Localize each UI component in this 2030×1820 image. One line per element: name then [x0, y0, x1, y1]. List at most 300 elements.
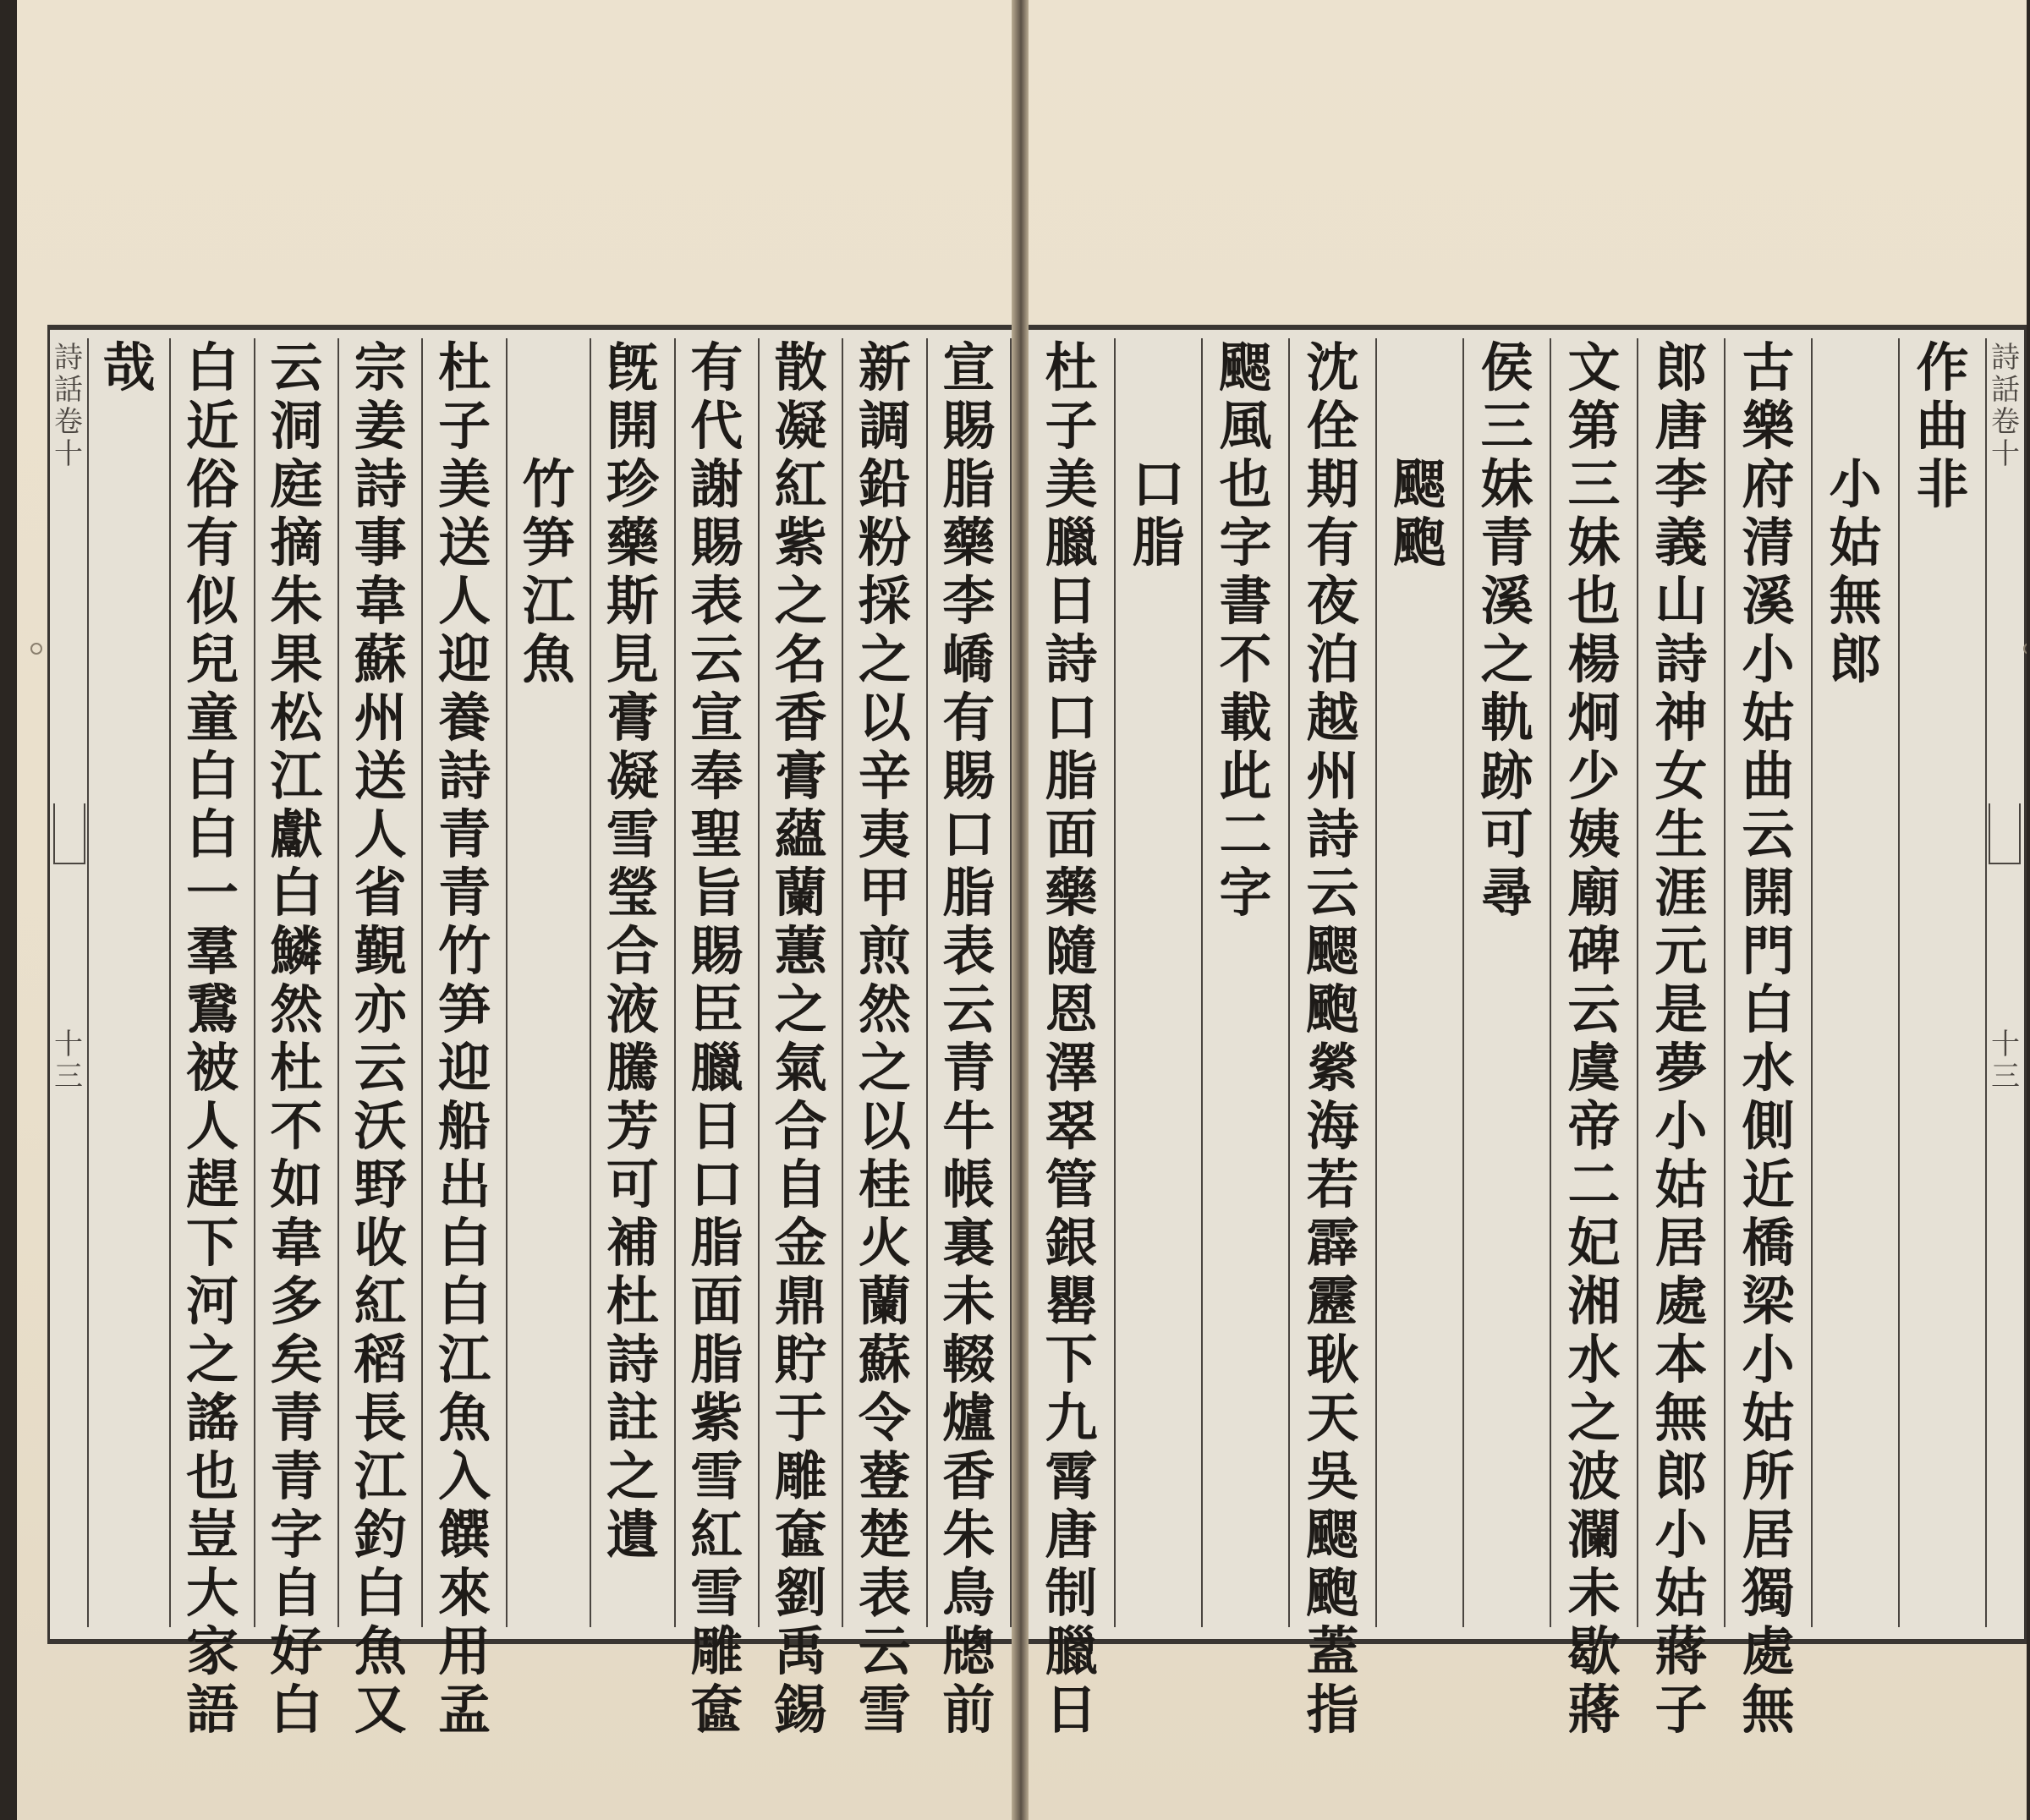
column-char: 神 — [1654, 687, 1708, 748]
text-column — [255, 337, 339, 1741]
column-char: 颮 — [1306, 1562, 1359, 1624]
column-char: 居 — [1742, 1504, 1795, 1565]
column-char: 處 — [1742, 1620, 1795, 1682]
column-char: 蘇 — [354, 628, 407, 690]
text-column — [591, 338, 675, 1627]
column-char: 稻 — [354, 1329, 407, 1390]
column-char: 之 — [1567, 1387, 1621, 1449]
column-char: 之 — [858, 1037, 911, 1099]
fish-tail-mark — [53, 803, 85, 864]
column-char: 臘 — [1045, 512, 1098, 573]
column-char: 白 — [186, 803, 239, 865]
column-char: 子 — [1654, 1679, 1708, 1741]
column-char: 氣 — [774, 1037, 827, 1099]
column-char: 以 — [858, 687, 911, 748]
column-char: 姨 — [1567, 803, 1621, 865]
column-char: 鉛 — [858, 453, 911, 515]
column-char: 颸 — [1306, 1504, 1359, 1565]
book-spread — [17, 0, 2027, 1820]
column-char: 梁 — [1742, 1270, 1795, 1332]
folio-margin-strip — [50, 342, 87, 1627]
column-char: 覲 — [354, 920, 407, 982]
column-char: 辛 — [858, 745, 911, 807]
column-char: 兒 — [186, 628, 239, 690]
column-char: 新 — [858, 337, 911, 398]
column-char: 聖 — [690, 803, 743, 865]
column-char: 青 — [1480, 512, 1533, 573]
column-char: 帝 — [1567, 1095, 1621, 1157]
column-char: 李 — [1654, 453, 1708, 515]
column-char: 白 — [354, 1562, 407, 1624]
column-char: 翠 — [1045, 1095, 1098, 1157]
column-char: 無 — [1742, 1679, 1795, 1741]
column-char: 豈 — [186, 1504, 239, 1565]
column-char: 指 — [1306, 1679, 1359, 1741]
column-char: 果 — [270, 628, 323, 690]
margin-folio-char: 三 — [1991, 1060, 2020, 1094]
column-char: 三 — [1480, 395, 1533, 457]
column-char: 湘 — [1567, 1270, 1621, 1332]
column-char: 詩 — [354, 453, 407, 515]
column-char: 郎 — [1829, 628, 1882, 690]
column-char: 杜 — [438, 337, 491, 398]
column-char: 表 — [942, 920, 996, 982]
column-char: 宣 — [942, 337, 996, 398]
column-char: 姑 — [1829, 512, 1882, 573]
column-char: 羣 — [186, 920, 239, 982]
column-char: 期 — [1306, 453, 1359, 515]
column-char: 泊 — [1306, 628, 1359, 690]
column-char: 趕 — [186, 1154, 239, 1215]
column-char: 女 — [1654, 745, 1708, 807]
column-char: 詩 — [1306, 803, 1359, 865]
column-char: 小 — [1654, 1504, 1708, 1565]
column-char: 杜 — [1045, 337, 1098, 398]
column-char: 姜 — [354, 395, 407, 457]
column-char: 江 — [354, 1445, 407, 1507]
column-char: 第 — [1567, 395, 1621, 457]
column-char: 夢 — [1654, 1037, 1708, 1099]
column-char: 詩 — [1045, 628, 1098, 690]
column-char: 似 — [186, 570, 239, 632]
column-char: 香 — [942, 1445, 996, 1507]
column-char: 青 — [438, 862, 491, 924]
column-char: 唐 — [1045, 1504, 1098, 1565]
column-char: 云 — [1306, 862, 1359, 924]
column-char: 有 — [186, 512, 239, 573]
column-char: 奉 — [690, 745, 743, 807]
column-char: 代 — [690, 395, 743, 457]
column-char: 未 — [1567, 1562, 1621, 1624]
text-column — [1377, 338, 1464, 1627]
column-char: 牕 — [942, 1620, 996, 1682]
column-char: 碑 — [1567, 920, 1621, 982]
column-char: 靂 — [1306, 1270, 1359, 1332]
column-char: 註 — [606, 1387, 659, 1449]
margin-folio-char: 十 — [1991, 1028, 2020, 1061]
column-char: 颮 — [1393, 512, 1446, 573]
column-char: 凝 — [606, 745, 659, 807]
column-char: 姑 — [1742, 1387, 1795, 1449]
column-char: 也 — [1567, 570, 1621, 632]
column-char: 紅 — [774, 453, 827, 515]
column-char: 詩 — [438, 745, 491, 807]
column-char: 養 — [438, 687, 491, 748]
column-char: 白 — [438, 1212, 491, 1274]
column-char: 可 — [606, 1154, 659, 1215]
column-char: 子 — [1045, 395, 1098, 457]
column-char: 青 — [270, 1445, 323, 1507]
column-char: 賜 — [690, 920, 743, 982]
column-char: 竹 — [522, 453, 575, 515]
column-char: 有 — [690, 337, 743, 398]
column-char: 也 — [1219, 453, 1272, 515]
column-char: 府 — [1742, 453, 1795, 515]
column-char: 奩 — [690, 1679, 743, 1741]
column-char: 然 — [858, 979, 911, 1040]
column-char: 俗 — [186, 453, 239, 515]
text-column — [1029, 337, 1116, 1741]
text-column — [87, 338, 171, 1627]
column-char: 液 — [606, 979, 659, 1040]
column-char: 之 — [606, 1445, 659, 1507]
column-char: 面 — [690, 1270, 743, 1332]
column-char: 孟 — [438, 1679, 491, 1741]
column-char: 口 — [1045, 687, 1098, 748]
column-char: 州 — [1306, 745, 1359, 807]
column-char: 義 — [1654, 512, 1708, 573]
column-char: 松 — [270, 687, 323, 748]
column-char: 于 — [774, 1387, 827, 1449]
column-char: 古 — [1742, 337, 1795, 398]
left-page — [17, 0, 1012, 1820]
column-char: 本 — [1654, 1329, 1708, 1390]
column-char: 日 — [1045, 1679, 1098, 1741]
column-char: 沈 — [1306, 337, 1359, 398]
column-char: 補 — [606, 1212, 659, 1274]
column-char: 人 — [438, 570, 491, 632]
column-char: 旨 — [690, 862, 743, 924]
column-char: 居 — [1654, 1212, 1708, 1274]
column-char: 霹 — [1306, 1212, 1359, 1274]
column-char: 杜 — [606, 1270, 659, 1332]
column-char: 用 — [438, 1620, 491, 1682]
column-char: 採 — [858, 570, 911, 632]
column-char: 臘 — [690, 1037, 743, 1099]
column-char: 虞 — [1567, 1037, 1621, 1099]
column-char: 青 — [438, 803, 491, 865]
column-char: 饌 — [438, 1504, 491, 1565]
column-char: 郎 — [1654, 337, 1708, 398]
right-text-frame — [1029, 325, 2027, 1741]
column-char: 楊 — [1567, 628, 1621, 690]
column-char: 杜 — [270, 1037, 323, 1099]
column-char: 斯 — [606, 570, 659, 632]
column-char: 宗 — [354, 337, 407, 398]
column-char: 耿 — [1306, 1329, 1359, 1390]
column-char: 來 — [438, 1562, 491, 1624]
margin-folio-char: 三 — [54, 1060, 83, 1094]
column-char: 恩 — [1045, 979, 1098, 1040]
column-char: 少 — [1567, 745, 1621, 807]
column-char: 自 — [774, 1154, 827, 1215]
column-char: 桂 — [858, 1154, 911, 1215]
column-char: 前 — [942, 1679, 996, 1741]
column-char: 紅 — [690, 1504, 743, 1565]
margin-folio-char: 十 — [54, 1028, 83, 1061]
column-char: 天 — [1306, 1387, 1359, 1449]
column-char: 宣 — [690, 687, 743, 748]
right-page — [1029, 0, 2027, 1820]
column-char: 字 — [1219, 862, 1272, 924]
column-char: 蔣 — [1567, 1679, 1621, 1741]
column-char: 炯 — [1567, 687, 1621, 748]
column-char: 雕 — [774, 1445, 827, 1507]
column-char: 云 — [1567, 979, 1621, 1040]
column-char: 李 — [942, 570, 996, 632]
column-char: 白 — [186, 337, 239, 398]
column-char: 如 — [270, 1154, 323, 1215]
column-char: 鳥 — [942, 1562, 996, 1624]
column-char: 水 — [1742, 1037, 1795, 1099]
column-char: 不 — [1219, 628, 1272, 690]
column-char: 合 — [606, 920, 659, 982]
column-char: 侯 — [1480, 337, 1533, 398]
column-char: 江 — [522, 570, 575, 632]
column-char: 妃 — [1567, 1212, 1621, 1274]
column-char: 紅 — [354, 1270, 407, 1332]
margin-label-char: 十 — [1991, 437, 2020, 471]
column-char: 妹 — [1567, 512, 1621, 573]
column-char: 亦 — [354, 979, 407, 1040]
text-column — [1900, 338, 1987, 1627]
column-char: 家 — [186, 1620, 239, 1682]
column-char: 佺 — [1306, 395, 1359, 457]
column-char: 出 — [438, 1154, 491, 1215]
column-char: 錫 — [774, 1679, 827, 1741]
column-char: 是 — [1654, 979, 1708, 1040]
column-char: 無 — [1654, 1387, 1708, 1449]
column-char: 青 — [942, 1037, 996, 1099]
column-char: 日 — [1045, 570, 1098, 632]
fish-tail-mark — [1989, 803, 2021, 864]
column-char: 白 — [270, 1679, 323, 1741]
column-char: 帳 — [942, 1154, 996, 1215]
column-char: 門 — [1742, 920, 1795, 982]
column-char: 雪 — [690, 1445, 743, 1507]
column-char: 散 — [774, 337, 827, 398]
column-char: 庭 — [270, 453, 323, 515]
column-char: 姑 — [1654, 1562, 1708, 1624]
column-char: 見 — [606, 628, 659, 690]
column-char: 賜 — [690, 512, 743, 573]
column-char: 送 — [438, 512, 491, 573]
column-char: 入 — [438, 1445, 491, 1507]
column-char: 夷 — [858, 803, 911, 865]
column-char: 江 — [438, 1329, 491, 1390]
column-char: 江 — [270, 745, 323, 807]
margin-label-char: 詩 — [1991, 341, 2020, 375]
column-char: 魚 — [522, 628, 575, 690]
column-char: 載 — [1219, 687, 1272, 748]
column-char: 膏 — [606, 687, 659, 748]
column-char: 令 — [858, 1387, 911, 1449]
binding-hole — [30, 643, 42, 655]
column-char: 韋 — [270, 1212, 323, 1274]
column-char: 縈 — [1306, 1037, 1359, 1099]
column-char: 書 — [1219, 570, 1272, 632]
column-char: 自 — [270, 1562, 323, 1624]
column-char: 笋 — [438, 979, 491, 1040]
column-char: 美 — [438, 453, 491, 515]
column-char: 好 — [270, 1620, 323, 1682]
text-column — [1813, 338, 1900, 1627]
column-char: 颮 — [1306, 979, 1359, 1040]
column-char: 紫 — [690, 1387, 743, 1449]
column-char: 下 — [1045, 1329, 1098, 1390]
column-char: 若 — [1306, 1154, 1359, 1215]
column-char: 處 — [1654, 1270, 1708, 1332]
column-char: 雪 — [858, 1679, 911, 1741]
column-char: 有 — [1306, 512, 1359, 573]
column-char: 水 — [1567, 1329, 1621, 1390]
column-char: 也 — [186, 1445, 239, 1507]
margin-label-char: 卷 — [1991, 405, 2020, 439]
column-char: 口 — [942, 803, 996, 865]
margin-label-char: 卷 — [54, 405, 83, 439]
column-char: 美 — [1045, 453, 1098, 515]
column-char: 蘭 — [774, 862, 827, 924]
column-char: 口 — [690, 1154, 743, 1215]
column-char: 瀾 — [1567, 1504, 1621, 1565]
column-char: 字 — [1219, 512, 1272, 573]
column-char: 朱 — [270, 570, 323, 632]
column-char: 蘇 — [858, 1329, 911, 1390]
column-char: 輟 — [942, 1329, 996, 1390]
column-char: 禹 — [774, 1620, 827, 1682]
column-char: 下 — [186, 1212, 239, 1274]
column-char: 風 — [1219, 395, 1272, 457]
margin-label-char: 話 — [1991, 373, 2020, 407]
text-column — [1203, 338, 1290, 1627]
column-char: 元 — [1654, 920, 1708, 982]
column-char: 朱 — [942, 1504, 996, 1565]
column-char: 之 — [774, 979, 827, 1040]
column-char: 竹 — [438, 920, 491, 982]
column-char: 歇 — [1567, 1620, 1621, 1682]
column-char: 賜 — [942, 395, 996, 457]
column-char: 山 — [1654, 570, 1708, 632]
column-char: 獨 — [1742, 1562, 1795, 1624]
column-char: 近 — [186, 395, 239, 457]
column-char: 船 — [438, 1095, 491, 1157]
column-char: 脂 — [1045, 745, 1098, 807]
column-char: 子 — [438, 395, 491, 457]
column-char: 貯 — [774, 1329, 827, 1390]
column-char: 煎 — [858, 920, 911, 982]
text-column — [339, 337, 423, 1741]
text-column — [928, 337, 1012, 1741]
column-char: 雪 — [690, 1562, 743, 1624]
column-char: 霄 — [1045, 1445, 1098, 1507]
column-char: 小 — [1742, 1329, 1795, 1390]
column-char: 白 — [186, 745, 239, 807]
column-char: 妹 — [1480, 453, 1533, 515]
column-char: 吳 — [1306, 1445, 1359, 1507]
column-char: 二 — [1567, 1154, 1621, 1215]
column-char: 廟 — [1567, 862, 1621, 924]
column-char: 長 — [354, 1387, 407, 1449]
column-char: 未 — [942, 1270, 996, 1332]
column-char: 白 — [270, 862, 323, 924]
column-char: 詩 — [606, 1329, 659, 1390]
column-char: 奩 — [774, 1504, 827, 1565]
column-char: 藥 — [606, 512, 659, 573]
column-char: 旣 — [606, 337, 659, 398]
column-char: 郎 — [1654, 1445, 1708, 1507]
column-char: 溪 — [1480, 570, 1533, 632]
column-char: 口 — [1132, 453, 1185, 515]
column-char: 夜 — [1306, 570, 1359, 632]
column-char: 州 — [354, 687, 407, 748]
column-char: 之 — [186, 1329, 239, 1390]
column-char: 姑 — [1742, 687, 1795, 748]
column-char: 送 — [354, 745, 407, 807]
column-char: 臘 — [1045, 1620, 1098, 1682]
column-char: 劉 — [774, 1562, 827, 1624]
column-char: 鱗 — [270, 920, 323, 982]
column-char: 哉 — [102, 337, 156, 398]
column-char: 脂 — [1132, 512, 1185, 573]
text-column — [1290, 337, 1377, 1741]
column-char: 開 — [1742, 862, 1795, 924]
column-char: 罌 — [1045, 1270, 1098, 1332]
column-char: 收 — [354, 1212, 407, 1274]
column-char: 甲 — [858, 862, 911, 924]
column-char: 爐 — [942, 1387, 996, 1449]
column-char: 尋 — [1480, 862, 1533, 924]
column-char: 韋 — [354, 570, 407, 632]
column-char: 青 — [270, 1387, 323, 1449]
column-char: 脂 — [690, 1329, 743, 1390]
column-char: 又 — [354, 1679, 407, 1741]
column-char: 膏 — [774, 745, 827, 807]
column-char: 此 — [1219, 745, 1272, 807]
column-char: 開 — [606, 395, 659, 457]
column-char: 颸 — [1219, 337, 1272, 398]
column-char: 脂 — [690, 1212, 743, 1274]
column-char: 側 — [1742, 1095, 1795, 1157]
column-char: 謠 — [186, 1387, 239, 1449]
column-char: 日 — [690, 1095, 743, 1157]
column-char: 合 — [774, 1095, 827, 1157]
column-char: 海 — [1306, 1095, 1359, 1157]
column-char: 笋 — [522, 512, 575, 573]
column-char: 非 — [1916, 453, 1969, 515]
column-char: 金 — [774, 1212, 827, 1274]
column-char: 被 — [186, 1037, 239, 1099]
column-char: 瑩 — [606, 862, 659, 924]
column-char: 藥 — [1045, 862, 1098, 924]
column-char: 雕 — [690, 1620, 743, 1682]
column-char: 橋 — [1742, 1212, 1795, 1274]
column-char: 云 — [942, 979, 996, 1040]
column-char: 曲 — [1916, 395, 1969, 457]
column-char: 謝 — [690, 453, 743, 515]
column-char: 珍 — [606, 453, 659, 515]
column-char: 河 — [186, 1270, 239, 1332]
column-char: 颸 — [1393, 453, 1446, 515]
